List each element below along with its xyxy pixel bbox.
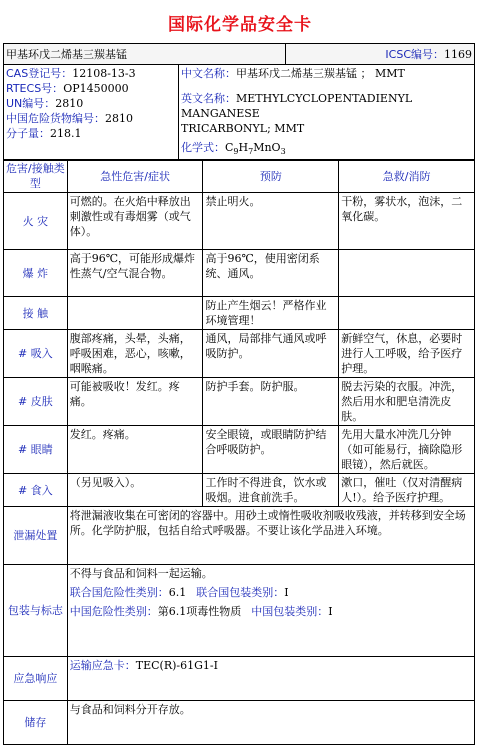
header-table <box>3 43 475 65</box>
table-row-contact <box>4 297 475 330</box>
en-name-label: 英文名称： <box>181 92 236 105</box>
table-row-inhalation <box>4 330 475 378</box>
cn-pack-value: I <box>328 605 333 618</box>
chemical-name-cell <box>4 44 286 65</box>
table-row-emergency <box>4 657 475 701</box>
cn-pack-label: 中国包装类别： <box>251 605 329 618</box>
table-header-row <box>4 160 475 193</box>
rtecs-value: OP1450000 <box>63 82 129 95</box>
formula: $C_9H_7MnO_3$ <box>225 141 286 157</box>
table-row-spill <box>4 507 475 565</box>
firstaid-cell: 先用大量水冲洗几分钟（如可能易行，摘除隐形眼镜），然后就医。 <box>339 426 475 474</box>
table-row-storage <box>4 701 475 745</box>
col-firstaid: 急救/消防 <box>339 160 475 193</box>
row-category: 泄漏处置 <box>4 507 68 565</box>
row-category: # 食入 <box>4 474 68 507</box>
chemical-name: 甲基环戊二烯基三羰基锰 <box>6 48 127 61</box>
firstaid-cell: 新鲜空气，休息，必要时进行人工呼吸，给予医疗护理。 <box>339 330 475 378</box>
hazard-cell: （另见吸入）。 <box>67 474 203 507</box>
info-table <box>3 64 475 161</box>
firstaid-cell <box>339 250 475 297</box>
cas-value: 12108-13-3 <box>72 67 136 80</box>
emergency-label: 运输应急卡： <box>69 659 136 672</box>
table-row-explosion <box>4 250 475 297</box>
col-hazard: 急性危害/症状 <box>67 160 203 193</box>
un-hazard-value: 6.1 <box>168 586 187 599</box>
identifiers-cell <box>4 65 179 161</box>
table-row-eyes <box>4 426 475 474</box>
prevention-cell: 防护手套。防护服。 <box>203 378 339 426</box>
col-type: 危害/接触类型 <box>4 160 68 193</box>
un-label: UN编号： <box>6 97 56 110</box>
row-category: 接 触 <box>4 297 68 330</box>
cn-dangerous-value: 2810 <box>105 112 133 125</box>
emergency-value: TEC(R)-61G1-I <box>135 659 218 672</box>
icsc-cell <box>285 44 474 65</box>
un-value: 2810 <box>55 97 84 110</box>
cn-hazard-label: 中国危险性类别： <box>69 605 158 618</box>
en-name-value-1: METHYLCYCLOPENTADIENYL MANGANESE <box>181 92 413 120</box>
packaging-cell <box>67 565 474 657</box>
un-pack-value: I <box>284 586 289 599</box>
prevention-cell: 工作时不得进食，饮水或吸烟。进食前洗手。 <box>203 474 339 507</box>
prevention-cell: 禁止明火。 <box>203 193 339 250</box>
hazard-table <box>3 159 475 745</box>
prevention-cell: 安全眼镜，或眼睛防护结合呼吸防护。 <box>203 426 339 474</box>
hazard-cell: 可燃的。在火焰中释放出刺激性或有毒烟雾（或气体）。 <box>67 193 203 250</box>
row-category: 爆 炸 <box>4 250 68 297</box>
firstaid-cell: 漱口，催吐（仅对清醒病人!）。给予医疗护理。 <box>339 474 475 507</box>
emergency-cell <box>67 657 474 701</box>
formula-label: 化学式： <box>181 141 225 154</box>
row-category: # 皮肤 <box>4 378 68 426</box>
prevention-cell: 高于96℃，使用密闭系统、通风。 <box>203 250 339 297</box>
table-row-ingestion <box>4 474 475 507</box>
row-category: 火 灾 <box>4 193 68 250</box>
firstaid-cell: 干粉，雾状水，泡沫，二氧化碳。 <box>339 193 475 250</box>
prevention-cell: 通风，局部排气通风或呼吸防护。 <box>203 330 339 378</box>
hazard-cell: 发红。疼痛。 <box>67 426 203 474</box>
mw-label: 分子量： <box>6 127 50 140</box>
mw-value: 218.1 <box>50 127 82 140</box>
page-title: 国际化学品安全卡 <box>168 15 312 35</box>
icsc-label: ICSC编号： <box>385 48 444 61</box>
table-row-packaging <box>4 565 475 657</box>
names-cell <box>179 65 475 161</box>
hazard-cell: 可能被吸收！发红。疼痛。 <box>67 378 203 426</box>
row-category: 应急响应 <box>4 657 68 701</box>
icsc-value: 1169 <box>444 48 472 61</box>
row-category: # 眼睛 <box>4 426 68 474</box>
hazard-cell: 高于96℃，可能形成爆炸性蒸气/空气混合物。 <box>67 250 203 297</box>
packaging-line-1: 不得与食品和饲料一起运输。 <box>69 567 213 580</box>
storage-text: 与食品和饲料分开存放。 <box>67 701 474 745</box>
hazard-cell <box>67 297 203 330</box>
row-category: 储存 <box>4 701 68 745</box>
rtecs-label: RTECS号： <box>6 82 64 95</box>
table-row-fire <box>4 193 475 250</box>
cn-name-label: 中文名称： <box>181 67 236 80</box>
un-hazard-label: 联合国危险性类别： <box>69 586 169 599</box>
en-name-value-2: TRICARBONYL; MMT <box>181 122 305 135</box>
row-category: # 吸入 <box>4 330 68 378</box>
row-category: 包装与标志 <box>4 565 68 657</box>
table-row-skin <box>4 378 475 426</box>
col-prevention: 预防 <box>203 160 339 193</box>
cn-name-value: 甲基环戊二烯基三羰基锰 ； MMT <box>236 67 405 80</box>
un-pack-label: 联合国包装类别： <box>196 586 285 599</box>
spill-text: 将泄漏液收集在可密闭的容器中。用砂土或惰性吸收剂吸收残液，并转移到安全场所。化学防护服，包括自给式呼吸器。不要让该化学品进入环境。 <box>67 507 474 565</box>
firstaid-cell: 脱去污染的衣服。冲洗，然后用水和肥皂清洗皮肤。 <box>339 378 475 426</box>
cn-hazard-value: 第6.1项毒性物质 <box>157 605 242 618</box>
hazard-cell: 腹部疼痛，头晕，头痛，呼吸困难，恶心，咳嗽，咽喉痛。 <box>67 330 203 378</box>
cn-dangerous-label: 中国危险货物编号： <box>6 112 105 125</box>
firstaid-cell <box>339 297 475 330</box>
cas-label: CAS登记号： <box>6 67 73 80</box>
prevention-cell: 防止产生烟云！严格作业环境管理！ <box>203 297 339 330</box>
